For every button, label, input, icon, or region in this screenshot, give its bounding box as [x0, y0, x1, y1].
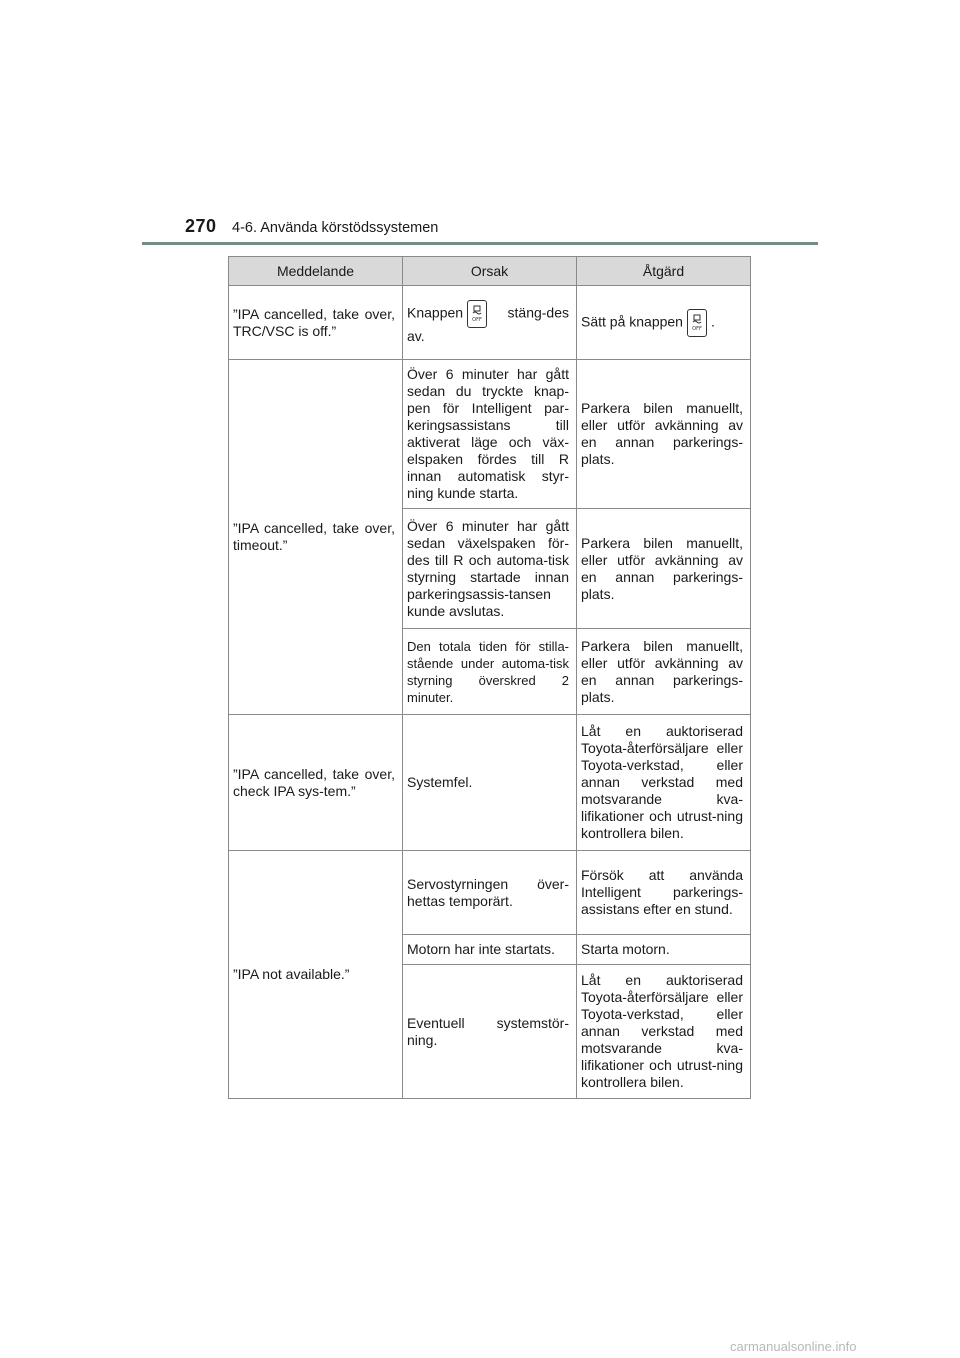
message-cell: ”IPA cancelled, take over, timeout.”	[229, 360, 403, 715]
cause-cell: Över 6 minuter har gått sedan växelspaken för-des till R och automa-tisk styrning startade innan parkeringsassis-tansen kunde avslutas.	[403, 509, 577, 629]
header-rule	[142, 242, 818, 245]
cause-text-post: stäng-des av.	[407, 304, 569, 344]
cause-text-pre: Knappen	[407, 304, 464, 321]
cause-cell: Servostyrningen över-hettas temporärt.	[403, 851, 577, 935]
cause-cell: Systemfel.	[403, 715, 577, 851]
action-cell: Parkera bilen manuellt, eller utför avkänning av en annan parkerings-plats.	[577, 629, 751, 715]
cause-cell: Över 6 minuter har gått sedan du tryckte knap-pen för Intelligent par-keringsassistans till aktiverat läge och väx-elspaken fördes till R innan automatisk styr-ning kunde starta.	[403, 360, 577, 509]
column-header-cause: Orsak	[403, 257, 577, 286]
column-header-message: Meddelande	[229, 257, 403, 286]
action-cell: Starta motorn.	[577, 935, 751, 965]
table-row	[229, 851, 751, 935]
vsc-off-button-icon	[687, 309, 707, 337]
action-text-post: .	[710, 313, 715, 330]
watermark: carmanualsonline.info	[730, 1339, 857, 1354]
action-cell	[577, 286, 751, 360]
table-header-row	[229, 257, 751, 286]
section-title: 4-6. Använda körstödssystemen	[232, 220, 439, 236]
action-cell: Parkera bilen manuellt, eller utför avkänning av en annan parkerings-plats.	[577, 509, 751, 629]
svg-text:OFF: OFF	[472, 317, 482, 323]
table-row	[229, 286, 751, 360]
message-table	[228, 256, 751, 1099]
message-cell: ”IPA not available.”	[229, 851, 403, 1099]
action-cell: Försök att använda Intelligent parkerings-assistans efter en stund.	[577, 851, 751, 935]
cause-cell: Motorn har inte startats.	[403, 935, 577, 965]
cause-cell	[403, 286, 577, 360]
page-number: 270	[185, 216, 217, 236]
action-cell: Parkera bilen manuellt, eller utför avkänning av en annan parkerings-plats.	[577, 360, 751, 509]
table-row	[229, 360, 751, 509]
cause-cell: Eventuell systemstör-ning.	[403, 965, 577, 1099]
message-cell: ”IPA cancelled, take over, TRC/VSC is off.”	[229, 286, 403, 360]
vsc-off-button-icon	[467, 300, 487, 328]
column-header-action: Åtgärd	[577, 257, 751, 286]
message-cell: ”IPA cancelled, take over, check IPA sys-tem.”	[229, 715, 403, 851]
action-cell: Låt en auktoriserad Toyota-återförsäljare eller Toyota-verkstad, eller annan verkstad med motsvarande kva-lifikationer och utrust-ning kontrollera bilen.	[577, 965, 751, 1099]
cause-cell: Den totala tiden för stilla-stående under automa-tisk styrning överskred 2 minuter.	[403, 629, 577, 715]
table-row	[229, 715, 751, 851]
action-text-pre: Sätt på knappen	[581, 313, 683, 330]
svg-text:OFF: OFF	[692, 325, 702, 332]
action-cell: Låt en auktoriserad Toyota-återförsäljare eller Toyota-verkstad, eller annan verkstad med motsvarande kva-lifikationer och utrust-ning kontrollera bilen.	[577, 715, 751, 851]
